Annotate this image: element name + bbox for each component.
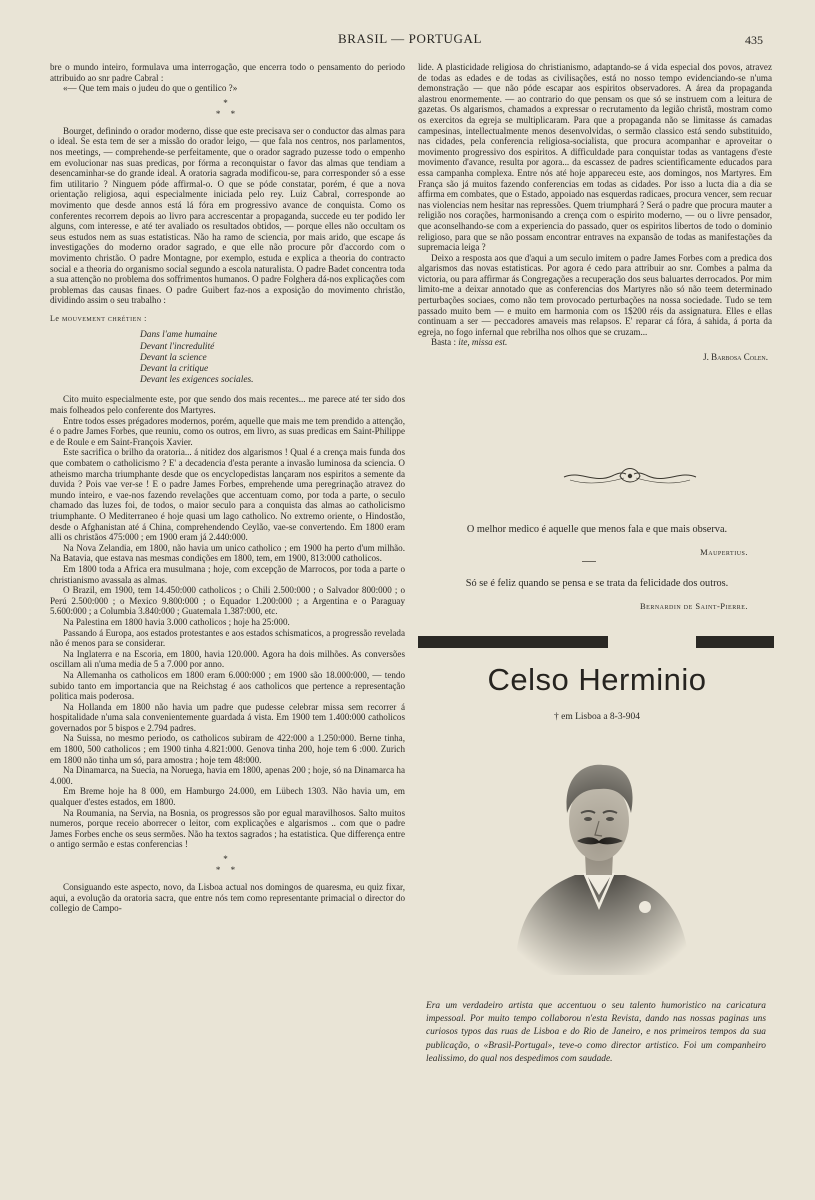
verse-line: Devant la science [140,352,207,363]
running-head [0,31,815,51]
paragraph: bre o mundo inteiro, formulava uma interrogação, que encerra todo o pensamento do periodo attribuido ao snr padre Cabral : [50,62,405,83]
book-title-rest: mouvement chrétien : [61,313,147,323]
paragraph: Passando á Europa, aos estados protestantes e aos estados schismaticos, a progressão revelada não é menos para se considerar. [50,627,405,649]
left-column [50,62,405,914]
paragraph: Entre todos esses prégadores modernos, porém, aquelle que mais me tem prendido a attenção, é o padre James Forbes, que reuniu, como os outros, em livro, as suas predicas em Saint-Philippe e de Roule e em Saint-François Xavier. [50,415,405,447]
obituary-caption: Era um verdadeiro artista que accentuou o seu talento humoristico na caricatura impessoal. Por muito tempo collaborou n'esta Revista, dando nas nossas paginas uns curiosos typos das ruas de Lisboa e do Rio de Janeiro, e nos primeiros tempos da sua publicação, o «Brasil-Portugal», teve-o como director artistico. Foi um companheiro lealissimo, do qual nos despedimos com saudade. [426,1001,766,1064]
divider [582,561,596,562]
page-number: 435 [745,33,763,47]
obituary-date: † em Lisboa a 8-3-904 [553,712,640,722]
paragraph: Bourget, definindo o orador moderno, disse que este precisava ser o conductor das almas para o ideal. Se esta tem de ser a missão do orador leigo, — que fala nos centros, nos parlamentos, nos meetings, — comprehende-se perfeitamente, que o orador sagrado puzesse todo o empenho em evolucionar nas suas predicas, por fórma a reconquistar o favor das almas que tendiam a desencaminhar-se do grande ideal. A oratoria sagrada modificou-se, para corresponder só a esse fim utilitario ? Ninguem póde affirmal-o. O que se póde constatar, porém, é que a nova orientação religiosa, aqui especialmente iniciada pelo rey. Luiz Cabral, corresponde ao movimento que desde annos está lá fóra em progressivo avance de conquista. Como os conferentes recorrem depois ao livro para accrescentar a propaganda, succede eu ter podido ler alguns, com interesse, e até ter avaliado os resultados obtidos, — porque elles não occultam os seus estudos nem as suas estatisticas. Não ha ramo de sciencia, por mais arido, que escape ás investigações do moderno orador sagrado, e que elle não procure pôr d'accordo com o movimento christão. O padre Montagne, por exemplo, estuda e explica a theoria do contracto social e a theoria do organismo social segundo a escola naturalista. O padre Badet concentra toda a sua attenção no problema dos soffrimentos humanos. O padre Folghera dá-nos explicações com problemas das causas finaes. O padre Guibert faz-nos a exposição do movimento christão, dividindo assim o seu trabalho : [50,125,405,306]
verse-line: Devant l'incredulité [140,341,215,352]
section-break [50,854,405,876]
verse-line: Devant les exigences sociales. [140,375,254,386]
running-title: BRASIL — PORTUGAL [337,31,482,46]
paragraph: Em 1800 toda a Africa era musulmana ; hoje, com excepção de Marrocos, por toda a parte o christianismo avassala as almas. [50,563,405,585]
book-title [50,314,405,325]
paragraph: Deixo a resposta aos que d'aqui a um seculo imitem o padre James Forbes com a predica dos algarismos das novas estatisticas. Por agora é cedo para attribuir ao snr. Combes a palma da victoria, ou para affirmar ás Congregações a recuperação dos seus baluartes derrocados. Por mim limito-me a deixar annotado que as conferencias dos Martyres não só não teem determinado perturbações sociaes, como não tem provocado perturbações na nossa sociedade. Tudo se tem passado muito bem — e muito em harmonia com os 1$200 réis da assignatura. Elles e ellas continuam a ser — peccadores amaveis mas relapsos. E' reparar cá fóra, á sahida, á porta da egreja, no fogo infernal que rebrilha nos olhos que se cruzam... [418,252,772,337]
maxim-quote: O melhor medico é aquelle que menos fala e que mais observa. [466,524,728,535]
paragraph: lide. A plasticidade religiosa do christianismo, adaptando-se á vida especial dos povos, atravez de todas as edades e de todas as civilisações, está no nosso tempo evidenciando-se n'uma demonstração — que não póde escapar aos espiritos observadores. A área da propaganda alastrou enormemente. — ao contrario do que pensam os que só se instruem com a leitura de gazetas. Os algarismos, chamados a expressar o recrutamento da legião christã, mostram como os exercitos da egreja se multiplicaram. Para que a propaganda não se limitasse ás camadas campesinas, intellectualmente menos desenvolvidas, o sermão classico está sendo substituido, nas cidades, pela conferencia religiosa-socialista, que procura acompanhar e aproveitar o movimento progressivo dos espiritos. A difficuldade para conquistar todas as vantagens d'este movimento d'avance, resulta por agora... da escassez de padres scientificamente educados para essa campanha complexa. Entre nós até hoje appareceu este, aos domingos, nos Martyres. Em França são já muitos fazendo conferencias em todas as cidades. Por isso a lucta dia a dia se affirma em combates, que o Estado, appoiado nas esquerdas radicaes, procura vencer, sem recuar nas violencias nem hesitar nas repressões. Quem triumphará ? Será o padre que procura mauter a religião nos corações, harmonisando a crença com o espirito moderno, — ou o livre pensador, que aconselhando-se com a experiencia do passado, quer os espiritos libertos de todo o dominio religioso, para que se não possam encontrar entraves na expansão de todas as manifestações da supremacia leiga ? [418,62,772,253]
asterism: * [223,854,232,865]
paragraph: Na Roumania, na Servia, na Bosnia, os progressos são por egual maravilhosos. Salto muitos numeros, porque receio aborrecer o leitor, com explicações e algarismos .. com que o padre James Forbes enche os seus sermões. Não ha textos sagrados ; ha estatistica. Que differença entre o antigo sermão e estas conferencias ! [50,807,405,850]
paragraph: Em Breme hoje ha 8 000, em Hamburgo 24.000, em Lübech 1303. Não havia um, em qualquer d'estes estados, em 1800. [50,786,405,808]
paragraph: Este sacrifica o brilho da oratoria... á nitidez dos algarismos ! Qual é a crença mais funda dos que combatem o catholicismo ? E' a decadencia d'esta perante a invasão luminosa da sciencia. O atheismo marcha triumphante desde que os encyclopedistas lançaram nos espiritos a semente da duvida ? Pois vae ver-se ! E o padre James Forbes, emprehende uma peregrinação atravez do mundo inteiro, e vae-nos fazendo revelações que accentuam como, por toda a parte, o seculo chamado das luzes foi, de todos, o maior seculo para a conquista das almas ao catholicismo triumphante. O Mediterraneo é hoje quasi um lago catholico. No extremo oriente, o Hindostão, desde o Afghanistan até á China, comprehendendo Ceylão, vae-se convertendo. Em 1800 eram alli os christãos 475:000 ; em 1900 eram já 2.440:000. [50,447,405,543]
flourish-ornament [560,464,700,488]
black-rule [696,636,774,648]
closing-prefix: Basta : [431,337,457,348]
paragraph: Na Allemanha os catholicos em 1800 eram 6.000:000 ; em 1900 são 18.000:000, — tendo subido tanto em importancia que na Reichstag é aos catholicos que pertence a representação politica mais poderosa. [50,669,405,702]
maxim-author: Bernardin de Saint-Pierre. [640,601,748,611]
black-rule [418,636,608,648]
right-column [418,62,772,363]
paragraph: Na Suissa, no mesmo periodo, os catholicos subiram de 422:000 a 1.250:000. Berne tinha, em 1800, 500 catholicos ; em 1900 tinha 4.821:000. Genova tinha 200, hoje tem 6 :000. Zurich em 1800 não tinha um só, para amostra ; hoje tem 48:000. [50,733,405,765]
paragraph: Na Nova Zelandia, em 1800, não havia um unico catholico ; em 1900 ha perto d'um milhão. Na Batavia, que estava nas mesmas condições em 1800, tem, em 1900, 813:000 catholicos. [50,542,405,564]
author-signature: J. Barbosa Colen. [703,352,768,363]
paragraph: O Brazil, em 1900, tem 14.450:000 catholicos ; o Chili 2.500:000 ; o Salvador 800:000 ; o Perú 2.500:000 ; o Mexico 9.800:000 ; o Equador 1.200:000 ; a Argentina e o Paraguay 5.600:000 ; a Columbia 3.840:000 ; Guatemala 1.387:000, etc. [50,585,405,617]
portrait-photo [495,735,705,975]
verse-line: Devant la critique [140,364,209,375]
asterism: * * [215,865,240,876]
paragraph: Na Dinamarca, na Suecia, na Noruega, havia em 1800, apenas 200 ; hoje, só na Dinamarca ha 4.000. [50,765,405,786]
maxim-author: Maupertius. [700,547,748,557]
closing-latin: ite, missa est. [458,337,508,348]
maxim-quote: Só se é feliz quando se pensa e se trata da felicidade dos outros. [465,578,729,589]
paragraph: Consiguando este aspecto, novo, da Lisboa actual nos domingos de quaresma, eu quiz fixar, aqui, a evolução da oratoria sacra, que entre nós tem como representante primacial o director do collegio de Campo- [50,882,405,914]
paragraph: Cito muito especialmente este, por que sendo dos mais recentes... me parece até ter sido dos mais folheados pelo conferente dos Martyres. [50,394,405,416]
paragraph: Na Inglaterra e na Escoria, em 1800, havia 120.000. Agora ha dois milhões. As conversões oscillam ali n'uma media de 5 a 7.000 por anno. [50,648,405,670]
paragraph: Na Palestina em 1800 havia 3.000 catholicos ; hoje ha 25:000. [63,616,290,627]
closing-line [418,337,772,348]
obituary-name: Celso Herminio [487,662,707,697]
asterism: * * [215,108,240,119]
book-prefix: Le [50,313,60,323]
paragraph: Na Hollanda em 1800 não havia um padre que pudesse celebrar missa sem recorrer á hospitalidade n'uma sala convenientemente guardada á vista. Em 1900 tem 1.400:000 catholicos governados por 5 bispos e 2.794 padres. [50,701,405,733]
paragraph: «— Que tem mais o judeu do que o gentilico ?» [63,83,238,94]
asterism: * [223,97,232,108]
verse-line: Dans l'ame humaine [140,330,217,341]
section-break [50,98,405,120]
book-contents [140,330,405,386]
